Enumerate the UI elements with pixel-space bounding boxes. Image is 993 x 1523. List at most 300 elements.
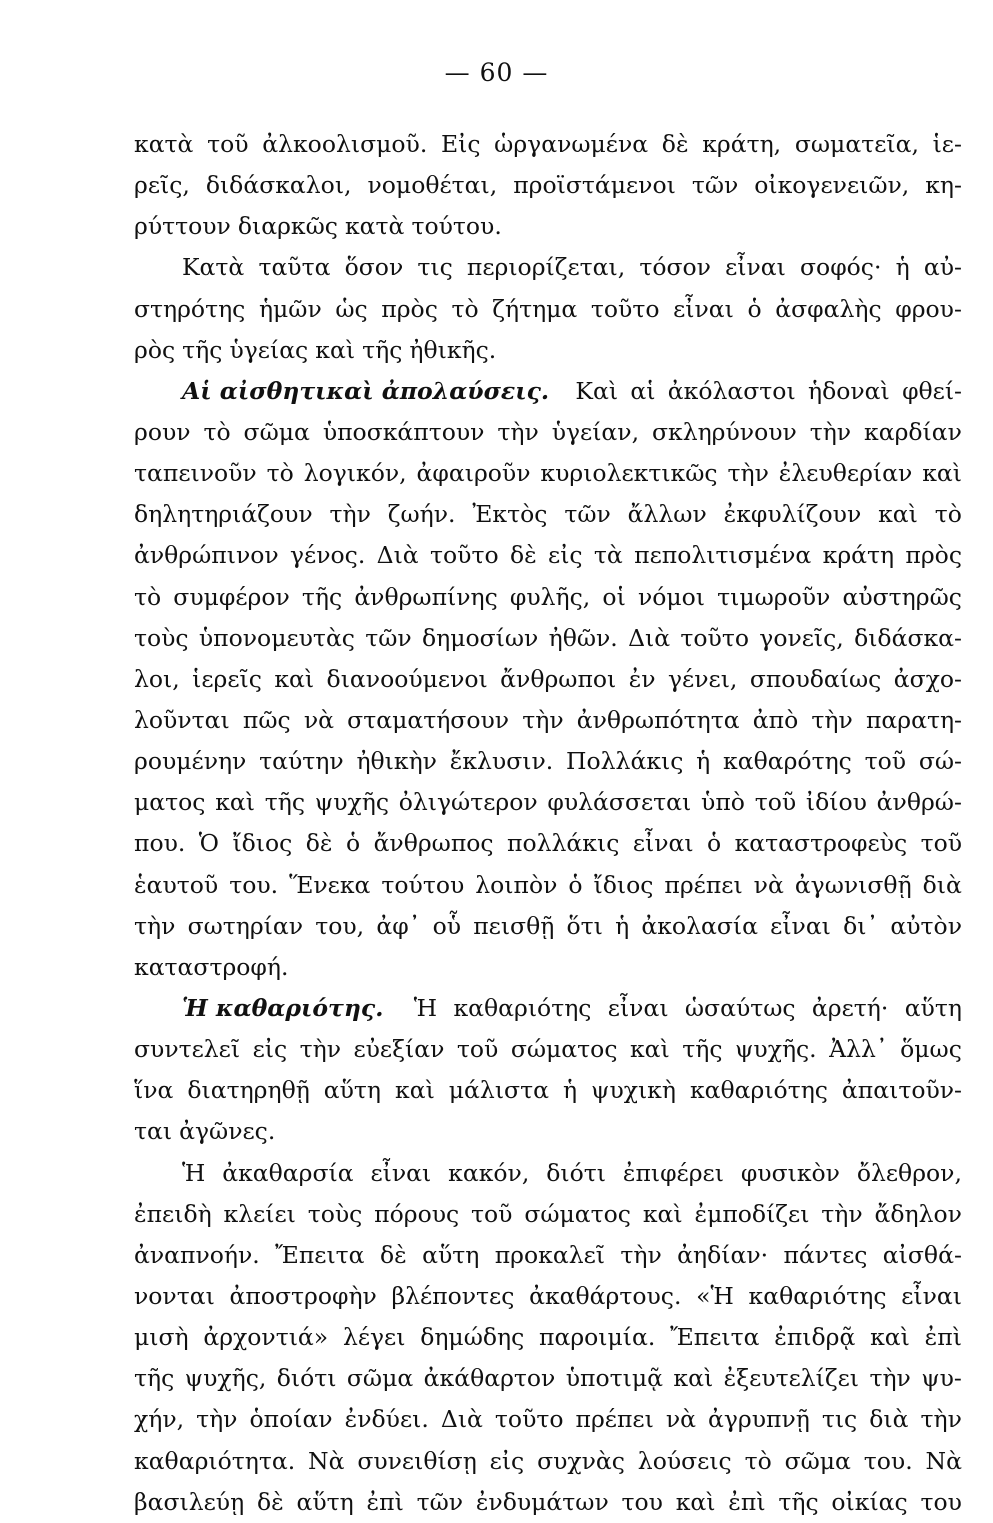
word: καθαριότης	[453, 993, 592, 1022]
text-line	[134, 124, 962, 165]
word: σκληρύνουν	[651, 417, 797, 446]
word: τὰ	[593, 541, 623, 570]
word: ἴδιος	[593, 870, 654, 899]
word: νὰ	[665, 1405, 696, 1434]
word: ὁ	[345, 829, 361, 858]
word: δὲ	[256, 1487, 284, 1516]
word: αὐστηρῶς	[842, 582, 962, 611]
word: διὰ	[869, 1405, 909, 1434]
word: Διὰ	[440, 1405, 483, 1434]
word: κράτη,	[702, 130, 782, 158]
word: ἴδιος	[232, 829, 293, 858]
word: γένος.	[290, 541, 366, 570]
word: τὴν	[134, 911, 176, 940]
word: τοῦτο	[680, 623, 749, 652]
text-line	[134, 1235, 962, 1276]
word: διδάσκα-	[854, 623, 962, 652]
word: ἀγρυπνῇ	[708, 1405, 810, 1434]
word: ἡ	[562, 1076, 578, 1105]
text-line	[134, 535, 962, 576]
word: διδάσκαλοι,	[205, 171, 352, 200]
text-line	[134, 823, 962, 864]
word: τὴν	[821, 1199, 863, 1228]
word: ἡδοναὶ	[807, 376, 890, 405]
word: ἀκόλαστοι	[667, 376, 796, 405]
word: τῶν	[416, 1487, 464, 1516]
word: ἀρετή·	[811, 993, 889, 1022]
word: διότι	[276, 1364, 337, 1393]
word: κη-	[925, 171, 962, 200]
word: ἀνθρωπότητα	[576, 705, 740, 734]
word: εἶναι	[632, 829, 694, 858]
word: τῶν	[365, 623, 412, 652]
word: πρέπει	[575, 1405, 654, 1434]
word: Νὰ	[925, 1446, 962, 1475]
word: ἠθικὴν	[356, 747, 437, 776]
word: ἐπὶ	[366, 1487, 404, 1516]
word: συχνὰς	[537, 1446, 625, 1475]
text-line	[134, 782, 962, 823]
word: τῆς	[134, 1364, 175, 1393]
word: οἰκίας	[831, 1487, 908, 1516]
word: ἐκφυλίζουν	[723, 500, 862, 529]
word: καὶ	[870, 1323, 910, 1352]
text-line	[134, 618, 962, 659]
word: του	[621, 1487, 663, 1516]
word: ἀκάθαρτον	[423, 1364, 556, 1393]
word: καὶ	[315, 335, 356, 364]
word: τῆς	[182, 335, 223, 364]
word: τῆς	[264, 788, 306, 817]
word: τοῦ	[207, 130, 249, 158]
word: Καὶ	[575, 376, 619, 405]
word: σῶμα	[346, 1364, 414, 1393]
word: ρὸς	[134, 335, 176, 364]
word: σταματήσουν	[347, 705, 510, 734]
word: φυσικὸν	[740, 1158, 840, 1187]
word: κυριολεκτικῶς	[540, 459, 718, 488]
word: ὅτι	[566, 911, 603, 940]
word: εἶναι	[770, 911, 831, 940]
word: δὲ	[661, 130, 689, 158]
word: ὡργανωμένα	[494, 130, 649, 158]
word: ψυχικὴ	[591, 1076, 676, 1105]
text-line	[134, 1194, 962, 1235]
word: τῆς	[778, 1487, 819, 1516]
word: τὸ	[744, 1446, 772, 1475]
word: τοῦτο	[590, 294, 660, 323]
word: τὴν	[811, 705, 853, 734]
word: Ὁ	[198, 829, 219, 858]
word: ἐνδύει.	[344, 1405, 429, 1434]
word: ἄδηλον	[874, 1199, 962, 1228]
word: καὶ	[673, 1364, 714, 1393]
text-line	[134, 165, 962, 206]
word: λοι,	[134, 664, 180, 693]
body-text	[134, 124, 962, 1523]
word: ἀσχο-	[893, 664, 962, 693]
word: ἀγωνισθῇ	[794, 870, 912, 899]
word: Πολλάκις	[566, 747, 684, 776]
word: δημώδης	[420, 1323, 525, 1352]
word: περιορίζεται,	[466, 253, 626, 282]
word: ἀνθρώπινον	[134, 541, 279, 570]
word: κλείει	[223, 1199, 296, 1228]
word: τὴν	[196, 1405, 238, 1434]
text-line	[134, 700, 962, 741]
word: ρύττουν	[134, 212, 231, 241]
word: ἀναπνοήν.	[134, 1240, 260, 1269]
text-line	[134, 988, 962, 1029]
word: καθαριότητα.	[134, 1446, 296, 1475]
word: ὁ	[707, 829, 722, 858]
word: ἑαυτοῦ	[134, 870, 219, 899]
word: που.	[134, 829, 186, 858]
word: στηρότης	[134, 294, 246, 323]
word: ἠθικῆς.	[409, 335, 497, 364]
word: γένει,	[668, 664, 738, 693]
word: ψυχῆς,	[184, 1364, 267, 1393]
word: ἀγῶνες.	[179, 1117, 276, 1146]
word: κράτη	[822, 541, 895, 570]
word: τις	[417, 253, 453, 282]
word: ἄλλων	[627, 500, 707, 529]
word: μάλιστα	[448, 1076, 549, 1105]
word: νονται	[134, 1281, 215, 1310]
word: Κατὰ	[182, 253, 245, 282]
word: ἄνθρωπος	[373, 829, 494, 858]
word: του.	[863, 1446, 913, 1475]
text-line	[134, 330, 962, 371]
text-line	[134, 1441, 962, 1482]
word: ἄνθρωποι	[500, 664, 617, 693]
word: αὕτη	[422, 1240, 480, 1269]
word: εἶναι	[607, 993, 669, 1022]
text-line	[134, 741, 962, 782]
word: ἐνδυμάτων	[475, 1487, 609, 1516]
word: δι᾽	[843, 911, 879, 940]
word: δὲ	[305, 829, 333, 858]
word: πῶς	[242, 705, 291, 734]
text-line	[134, 1070, 962, 1111]
word: τῆς	[362, 335, 403, 364]
word: συνειθίσῃ	[357, 1446, 477, 1475]
word: σοφός·	[800, 253, 882, 282]
word: Εἰς	[440, 130, 481, 158]
word: φρου-	[895, 294, 962, 323]
word: πεπολιτισμένα	[634, 541, 812, 570]
word: διότι	[546, 1158, 606, 1187]
word: ἡμῶν	[258, 294, 322, 323]
word: ἡ	[895, 253, 910, 282]
word: Διὰ	[628, 623, 671, 652]
word: Ἔπειτα	[275, 1240, 365, 1269]
word: καὶ	[629, 1035, 670, 1064]
word: τῆς	[682, 1035, 723, 1064]
word: Ἡ	[413, 993, 438, 1022]
word: τῶν	[564, 500, 611, 529]
word: οἰκογενειῶν,	[754, 171, 910, 200]
word: Ἡ	[182, 1158, 206, 1187]
word: τοῦ	[864, 747, 907, 776]
word: ἀκαθάρτους.	[529, 1281, 682, 1310]
word: νομοθέται,	[367, 171, 498, 200]
word: λέγει	[342, 1323, 406, 1352]
word: πάντες	[783, 1240, 868, 1269]
word: πρὸς	[381, 294, 438, 323]
word: πεισθῇ	[473, 911, 555, 940]
word: πολλάκις	[507, 829, 620, 858]
word: τῶν	[691, 171, 739, 200]
word: τὴν	[299, 1035, 341, 1064]
word: σπουδαίως	[749, 664, 882, 693]
word: Ἐκτὸς	[472, 500, 548, 529]
word: τοῦτο	[494, 1405, 564, 1434]
word: εἰς	[489, 1446, 525, 1475]
word: παρατη-	[865, 705, 962, 734]
word: πόρους	[374, 1199, 460, 1228]
word: τῆς	[301, 582, 343, 611]
word: ὑπονομευτὰς	[198, 623, 355, 652]
word: λογικόν,	[303, 459, 407, 488]
word: αὐ-	[923, 253, 962, 282]
word: τούτου	[381, 870, 465, 899]
word: ἀρχοντιά»	[203, 1323, 329, 1352]
word: ἰδίου	[805, 788, 867, 817]
word: καὶ	[922, 459, 962, 488]
text-line	[134, 1111, 962, 1152]
word: καὶ	[878, 500, 918, 529]
word: δὲ	[509, 541, 537, 570]
word: βασιλεύῃ	[134, 1487, 245, 1516]
word: ζωήν.	[387, 500, 456, 529]
word: νὰ	[753, 870, 784, 899]
word: ὁποίαν	[249, 1405, 333, 1434]
word: ἡ	[696, 747, 711, 776]
word: ὁ	[747, 294, 762, 323]
word: τὸ	[134, 582, 162, 611]
text-line	[134, 247, 962, 288]
word: ὅσον	[344, 253, 404, 282]
word: ἐμποδίζει	[694, 1199, 810, 1228]
word: τὴν	[329, 500, 371, 529]
text-line	[134, 453, 962, 494]
word: καὶ	[642, 1199, 683, 1228]
word: ἐπὶ	[924, 1323, 962, 1352]
word: ματος	[134, 788, 206, 817]
word: του.	[229, 870, 279, 899]
word: ταῦτα	[258, 253, 331, 282]
word: προκαλεῖ	[494, 1240, 605, 1269]
word: Ἕνεκα	[289, 870, 371, 899]
word: τοὺς	[307, 1199, 363, 1228]
text-line	[134, 1153, 962, 1194]
word: συμφέρον	[173, 582, 290, 611]
word: εἶναι	[673, 294, 734, 323]
text-line	[134, 1276, 962, 1317]
word: εἶναι	[901, 1281, 962, 1310]
word: ἀσφαλὴς	[775, 294, 882, 323]
word: αὕτη	[296, 1487, 354, 1516]
word: ἱε-	[932, 130, 962, 158]
word: σωτηρίαν	[187, 911, 304, 940]
word: τοῦτο	[430, 541, 499, 570]
text-line	[134, 412, 962, 453]
word: τὴν	[809, 417, 852, 446]
word: ἀπὸ	[752, 705, 799, 734]
section-heading: Αἱ αἰσθητικαὶ ἀπολαύσεις.	[182, 376, 550, 405]
text-line	[134, 1029, 962, 1070]
word: τοῦ	[471, 1199, 513, 1228]
word: ὑποσκάπτουν	[322, 417, 485, 446]
word: τὴν	[497, 417, 539, 446]
word: ἀκολασία	[641, 911, 758, 940]
word: τοὺς	[134, 623, 189, 652]
word: ὡς	[335, 294, 368, 323]
word: ζήτημα	[492, 294, 578, 323]
section-heading: Ἡ καθαριότης.	[182, 993, 384, 1022]
word: καθαρότης	[723, 747, 852, 776]
word: εἰς	[548, 541, 583, 570]
word: δημοσίων	[421, 623, 539, 652]
text-line	[134, 906, 962, 947]
word: διὰ	[922, 870, 962, 899]
word: διανοούμενοι	[326, 664, 488, 693]
word: οὗ	[432, 911, 462, 940]
page-number: — 60 —	[444, 58, 549, 87]
word: κατὰ	[344, 212, 405, 241]
word: λοιπὸν	[475, 870, 558, 899]
word: ἐπιφέρει	[622, 1158, 724, 1187]
word: ἔκλυσιν.	[449, 747, 554, 776]
word: καρδίαν	[864, 417, 962, 446]
word: Διὰ	[376, 541, 419, 570]
word: ἐλευθερίαν	[778, 459, 913, 488]
text-line	[134, 947, 962, 988]
word: σωματεῖα,	[794, 130, 919, 158]
word: ἀνθρώ-	[876, 788, 962, 817]
word: ρουν	[134, 417, 191, 446]
word: εἶναι	[725, 253, 786, 282]
word: ὁ	[568, 870, 583, 899]
word: κατὰ	[134, 130, 194, 158]
word: τὸ	[451, 294, 479, 323]
word: προϊστάμενοι	[513, 171, 676, 200]
word: καθαριότης	[689, 1076, 828, 1105]
word: ἀηδίαν·	[677, 1240, 769, 1269]
word: νὰ	[303, 705, 334, 734]
word: ψυχῆς.	[734, 1035, 817, 1064]
word: αἱ	[630, 376, 656, 405]
word: ὅμως	[900, 1035, 962, 1064]
word: ἀφ᾽	[376, 911, 421, 940]
text-line	[134, 289, 962, 330]
word: καὶ	[395, 1076, 435, 1105]
word: τὴν	[920, 1405, 962, 1434]
text-line	[134, 577, 962, 618]
word: εὐεξίαν	[353, 1035, 445, 1064]
text-line	[134, 659, 962, 700]
text-line	[134, 494, 962, 535]
word: τόσον	[639, 253, 711, 282]
word: τούτου.	[411, 212, 502, 241]
word: φθεί-	[902, 376, 962, 405]
word: τὸ	[934, 500, 962, 529]
word: τοῦ	[754, 788, 797, 817]
word: ρουμένην	[134, 747, 247, 776]
word: τιμωροῦν	[717, 582, 831, 611]
word: τοῦ	[920, 829, 962, 858]
word: ἐπειδὴ	[134, 1199, 212, 1228]
word: τὴν	[869, 1364, 911, 1393]
word: ἀφαιροῦν	[416, 459, 531, 488]
word: αὐτὸν	[890, 911, 962, 940]
word: τις	[821, 1405, 858, 1434]
word: λοῦνται	[134, 705, 230, 734]
word: Ἔπειτα	[670, 1323, 760, 1352]
word: διατηρηθῇ	[187, 1076, 310, 1105]
word: ψυ-	[921, 1364, 962, 1393]
word: αἰσθά-	[882, 1240, 962, 1269]
word: «Ἡ	[696, 1281, 734, 1310]
word: οἱ	[602, 582, 626, 611]
word: τὴν	[522, 705, 564, 734]
word: φυλάσσεται	[547, 788, 692, 817]
word: εἰς	[252, 1035, 288, 1064]
word: φυλῆς,	[509, 582, 591, 611]
word: ὀλιγώτερον	[398, 788, 538, 817]
word: ἀποστροφὴν	[229, 1281, 377, 1310]
word: ἀνθρωπίνης	[354, 582, 498, 611]
word: ψυχῆς	[314, 788, 389, 817]
word: αὕτη	[904, 993, 962, 1022]
word: ρεῖς,	[134, 171, 190, 200]
text-line	[134, 1399, 962, 1440]
word: δὲ	[379, 1240, 407, 1269]
word: ται	[134, 1117, 173, 1146]
word: σῶμα	[243, 417, 310, 446]
word: ἱερεῖς	[192, 664, 262, 693]
word: του,	[315, 911, 365, 940]
word: τὸ	[266, 459, 294, 488]
text-line	[134, 1358, 962, 1399]
word: βλέποντες	[391, 1281, 515, 1310]
word: ἀπαιτοῦν-	[841, 1076, 962, 1105]
word: διαρκῶς	[237, 212, 338, 241]
word: Νὰ	[308, 1446, 345, 1475]
word: ἐν	[628, 664, 656, 693]
word: γονεῖς,	[759, 623, 844, 652]
word: ὡσαύτως	[684, 993, 796, 1022]
word: αὕτη	[323, 1076, 382, 1105]
word: δηλητηριάζουν	[134, 500, 313, 529]
word: μισὴ	[134, 1323, 189, 1352]
word: ἐπιδρᾷ	[774, 1323, 856, 1352]
word: παροιμία.	[539, 1323, 656, 1352]
word: καταστροφή.	[134, 952, 289, 981]
word: τὸ	[203, 417, 231, 446]
word: καὶ	[675, 1487, 716, 1516]
word: εἶναι	[370, 1158, 432, 1187]
word: τοῦ	[456, 1035, 499, 1064]
word: χήν,	[134, 1405, 185, 1434]
word: του	[920, 1487, 962, 1516]
word: ὑποτιμᾷ	[565, 1364, 663, 1393]
word: καὶ	[274, 664, 315, 693]
word: σῶμα	[784, 1446, 851, 1475]
word: καθαριότης	[748, 1281, 887, 1310]
word: συντελεῖ	[134, 1035, 241, 1064]
